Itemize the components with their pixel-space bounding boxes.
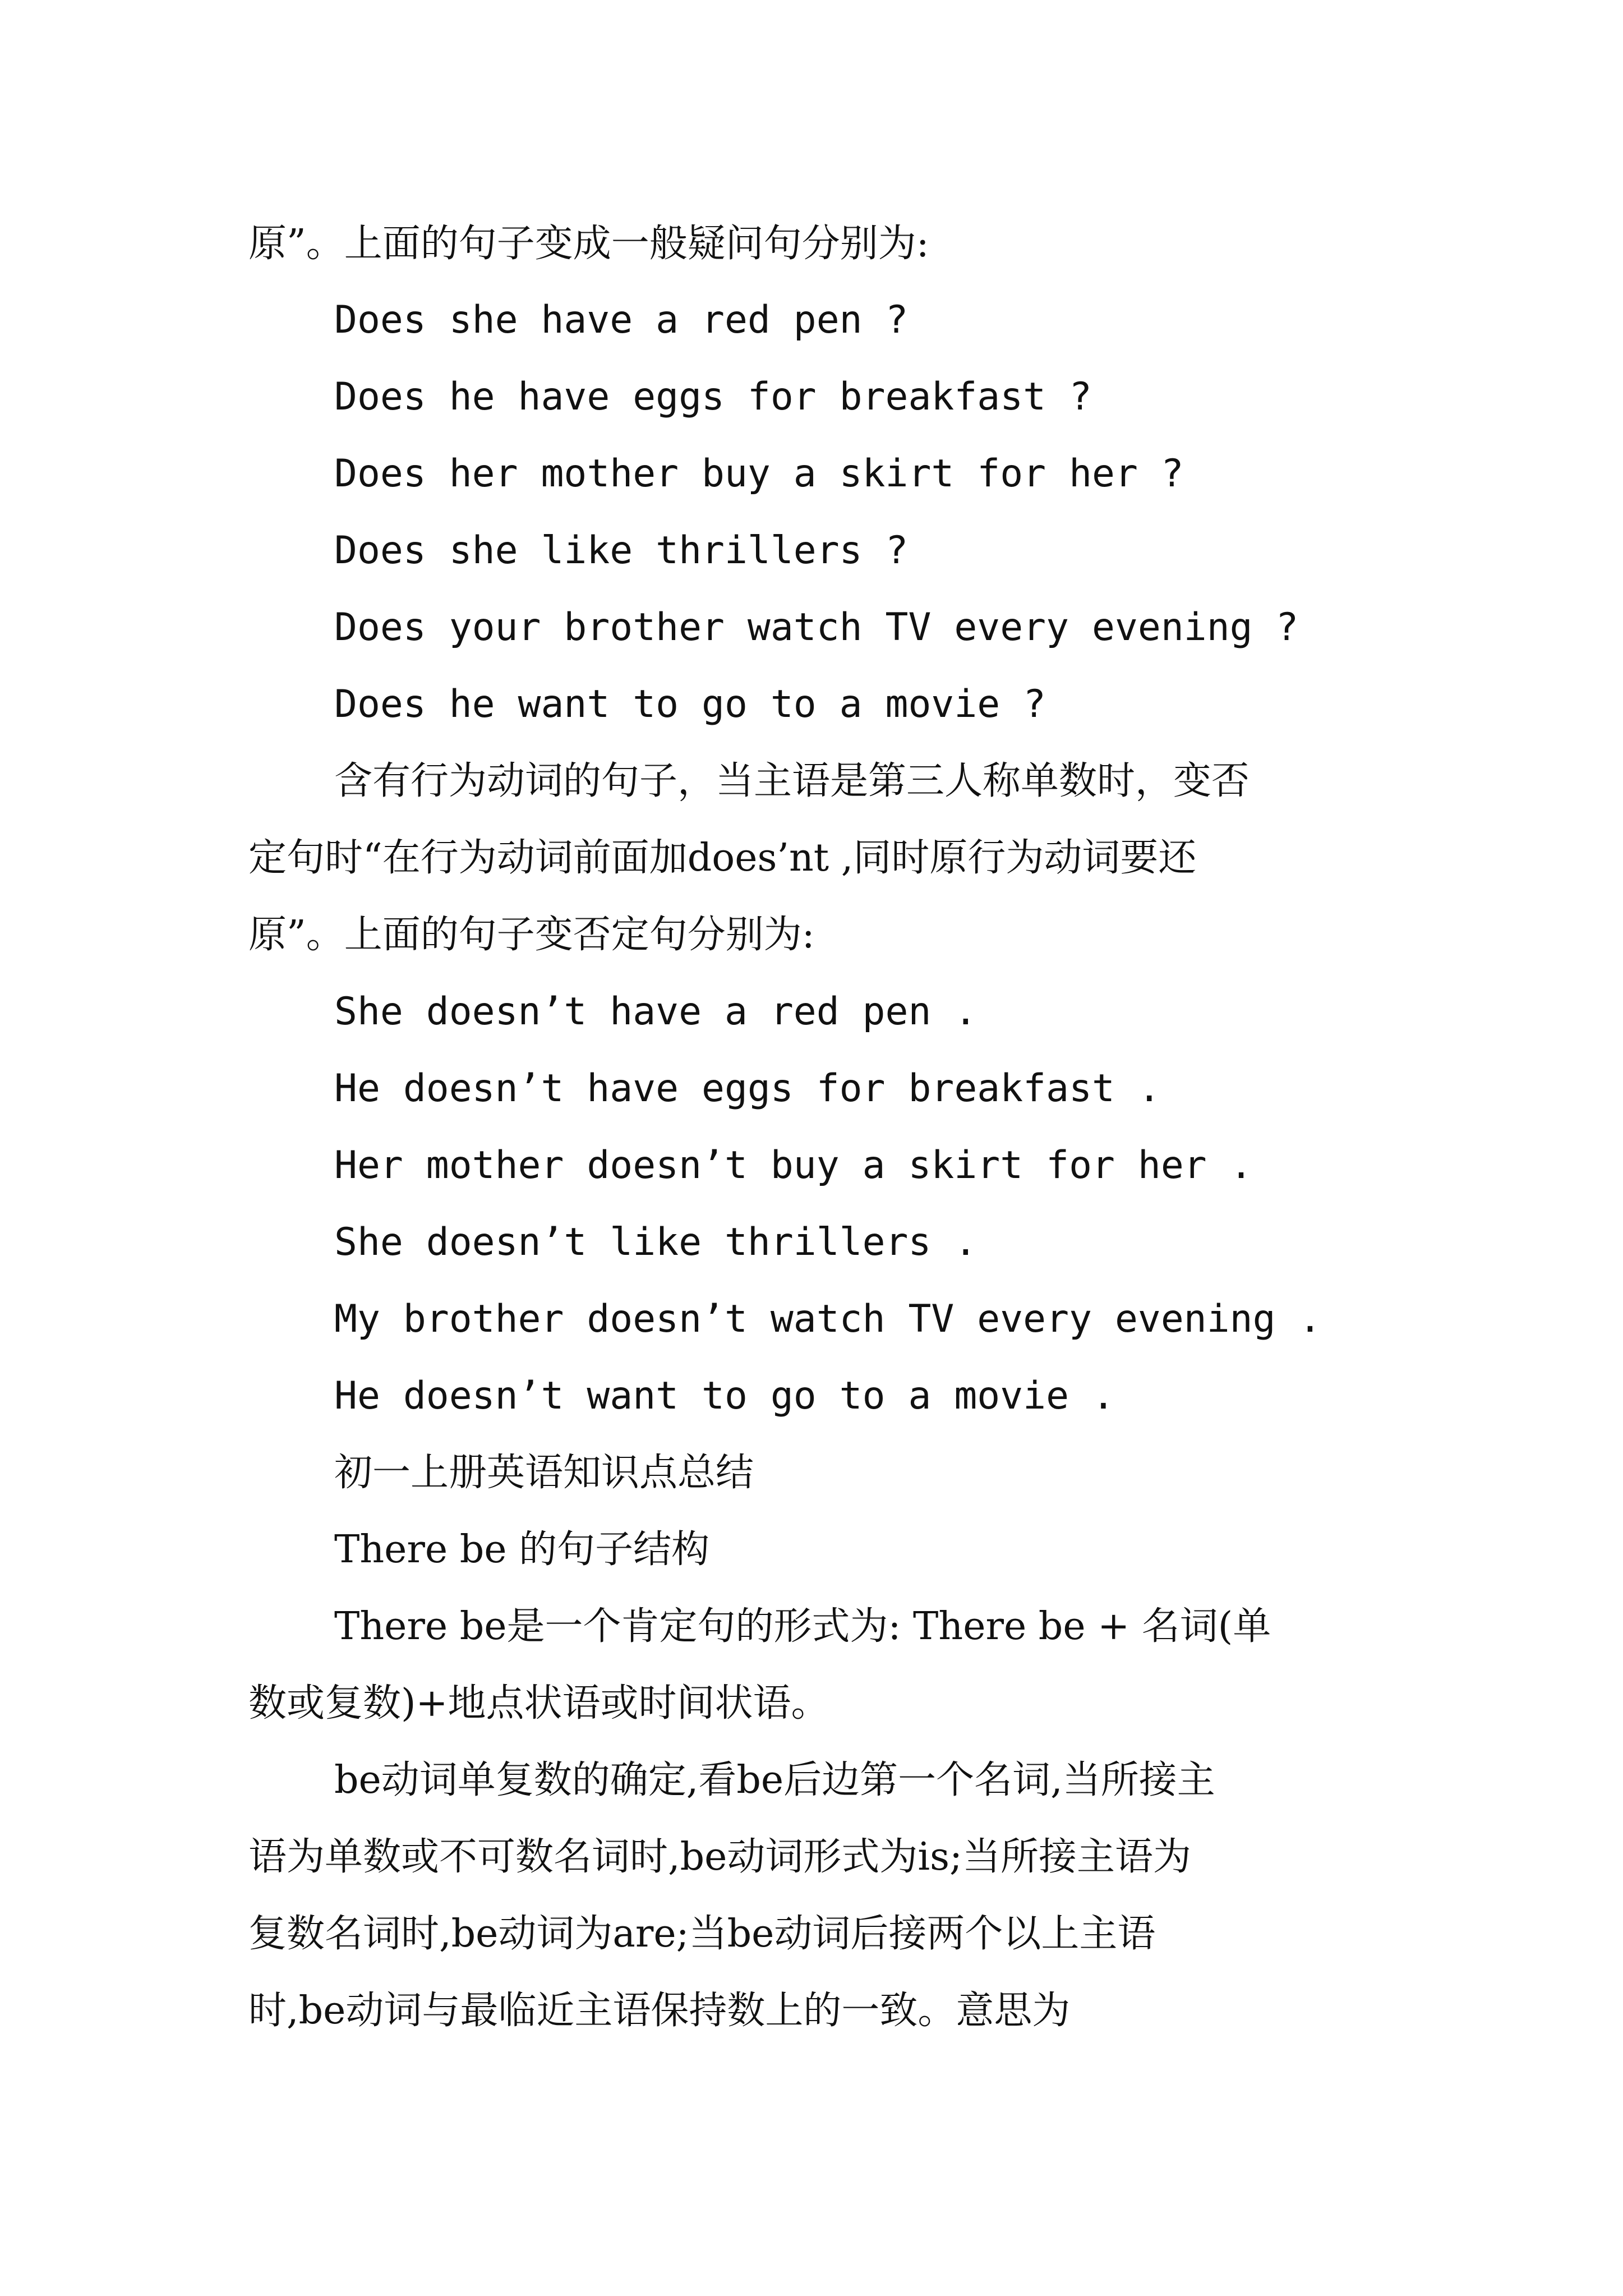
paragraph-be-line-4: 时,be动词与最临近主语保持数上的一致。意思为: [248, 1989, 1071, 2033]
example-line-negative-1: She doesn’t have a red pen .: [334, 990, 978, 1034]
example-line-question-1: Does she have a red pen ?: [334, 298, 909, 342]
example-line-question-2: Does he have eggs for breakfast ?: [334, 375, 1092, 419]
paragraph-be-line-1: be动词单复数的确定,看be后边第一个名词,当所接主: [334, 1758, 1215, 1802]
example-line-negative-2: He doesn’t have eggs for breakfast .: [334, 1066, 1161, 1111]
text-line-1: 原”。上面的句子变成一般疑问句分别为:: [248, 222, 929, 266]
paragraph-be-line-2: 语为单数或不可数名词时,be动词形式为is;当所接主语为: [248, 1835, 1191, 1879]
example-line-question-6: Does he want to go to a movie ?: [334, 682, 1046, 726]
paragraph-negation-line-3: 原”。上面的句子变否定句分别为:: [248, 913, 815, 957]
example-line-question-5: Does your brother watch TV every evening ?: [334, 605, 1299, 650]
paragraph-be-line-3: 复数名词时,be动词为are;当be动词后接两个以上主语: [248, 1912, 1156, 1956]
example-line-question-3: Does her mother buy a skirt for her ?: [334, 452, 1184, 496]
subheading-there-be: There be 的句子结构: [334, 1527, 710, 1572]
example-line-negative-5: My brother doesn’t watch TV every evening .: [334, 1297, 1322, 1341]
section-heading: 初一上册英语知识点总结: [334, 1451, 754, 1495]
example-line-negative-3: Her mother doesn’t buy a skirt for her .: [334, 1143, 1253, 1188]
example-line-question-4: Does she like thrillers ?: [334, 528, 909, 573]
paragraph-there-be-line-2: 数或复数)+地点状语或时间状语。: [248, 1681, 829, 1726]
paragraph-negation-line-1: 含有行为动词的句子，当主语是第三人称单数时，变否: [334, 759, 1250, 803]
example-line-negative-4: She doesn’t like thrillers .: [334, 1220, 978, 1264]
paragraph-there-be-line-1: There be是一个肯定句的形式为: There be + 名词(单: [334, 1604, 1271, 1649]
example-line-negative-6: He doesn’t want to go to a movie .: [334, 1374, 1115, 1418]
paragraph-negation-line-2: 定句时“在行为动词前面加does’nt ,同时原行为动词要还: [248, 836, 1197, 880]
